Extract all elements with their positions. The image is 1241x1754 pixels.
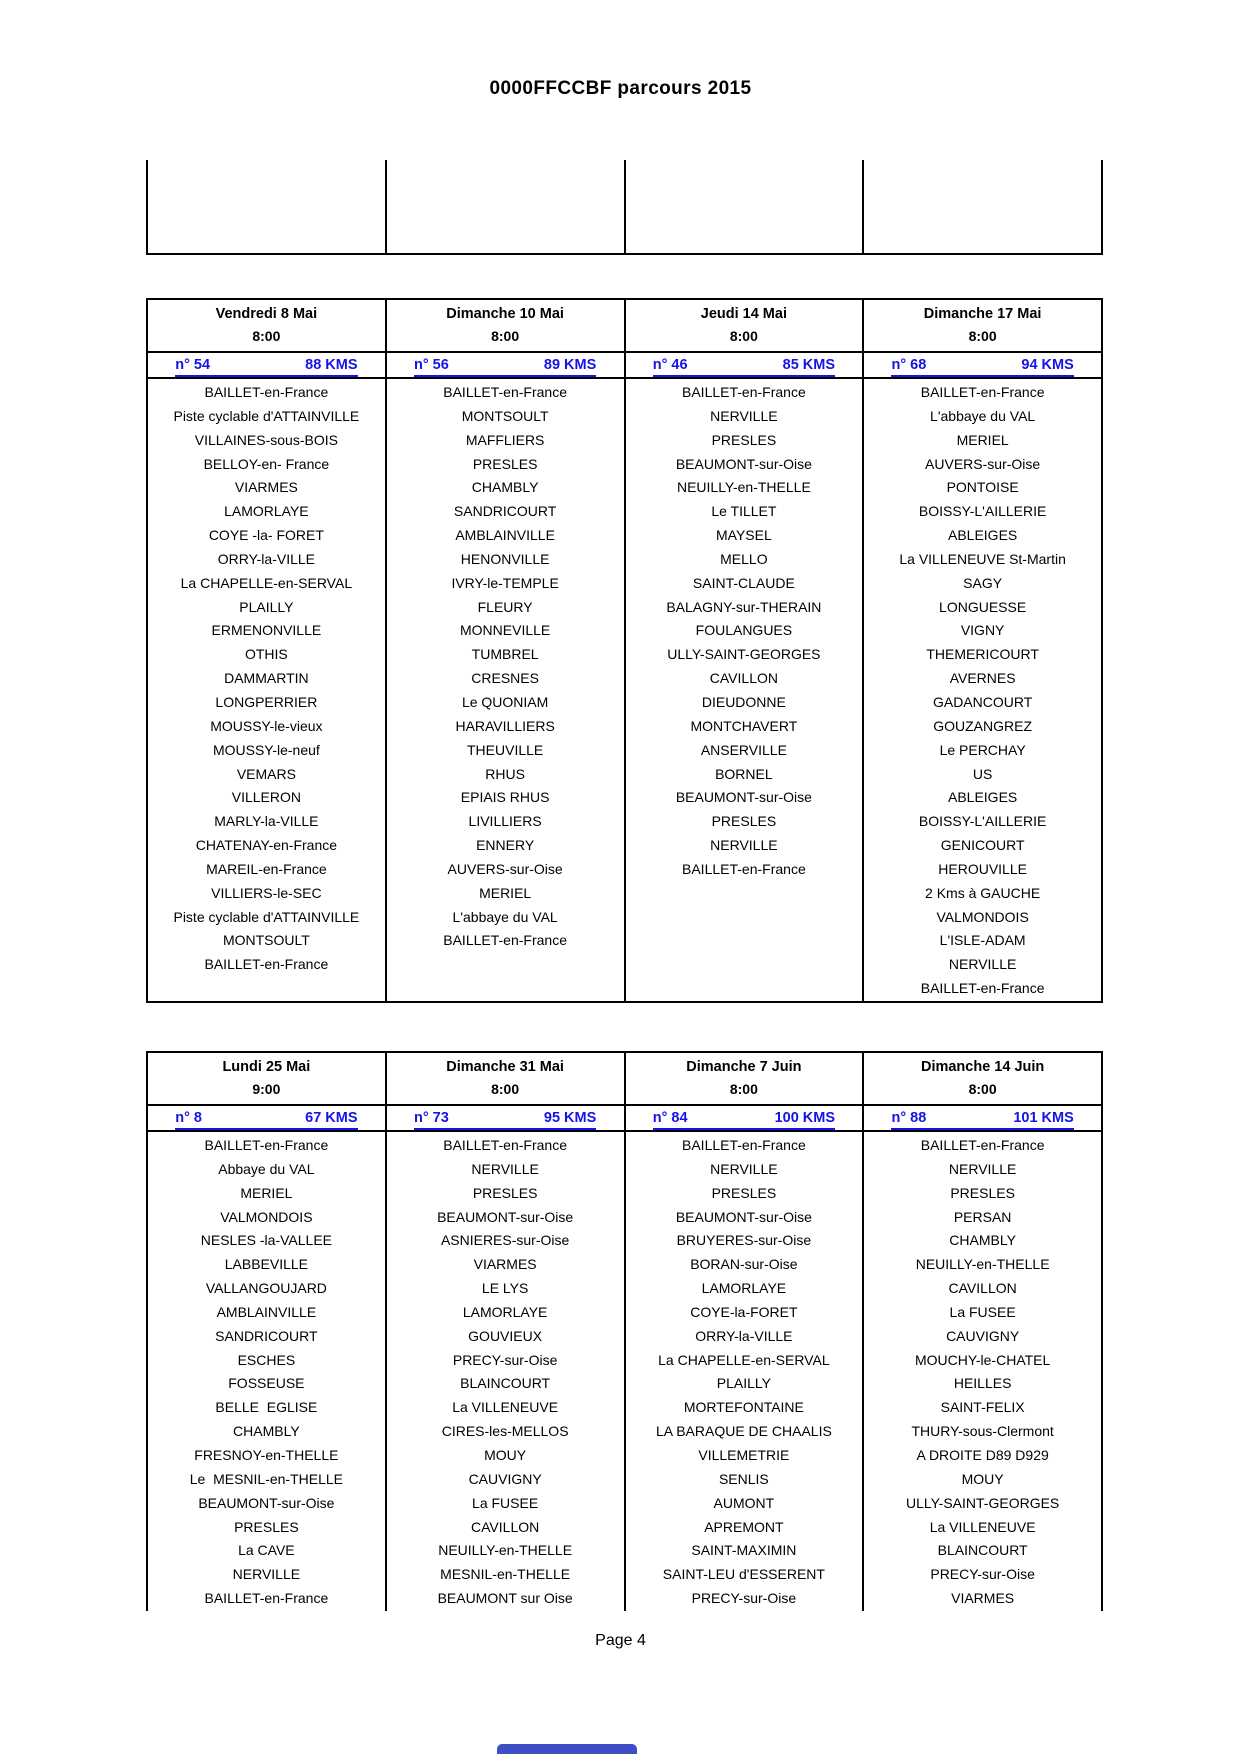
schedule-column — [624, 1053, 863, 1611]
stop-name: HENONVILLE — [460, 550, 550, 567]
stop-name: VILLIERS-le-SEC — [211, 884, 322, 901]
header-start-time: 8:00 — [491, 328, 520, 344]
stop-name: PRESLES — [711, 431, 777, 448]
stop-name: CHAMBLY — [471, 479, 539, 496]
stop-name: MOUY — [961, 1470, 1004, 1487]
route-row — [148, 1106, 385, 1132]
schedule-column — [148, 1053, 385, 1611]
stop-name: MONTSOULT — [222, 932, 310, 949]
stop-name: NERVILLE — [948, 956, 1017, 973]
stop-name: PONTOISE — [946, 479, 1019, 496]
schedule-column — [624, 300, 863, 1001]
route-distance[interactable]: 94 KMS — [1021, 357, 1074, 373]
stop-name: L'abbaye du VAL — [930, 407, 1036, 424]
stop-name: La VILLENEUVE St-Martin — [899, 550, 1066, 567]
stop-name: VALMONDOIS — [936, 908, 1029, 925]
route-row — [387, 1106, 624, 1132]
stop-name: NERVILLE — [710, 1160, 778, 1177]
stop-name: MESNIL-en-THELLE — [440, 1566, 571, 1583]
stop-name: ANSERVILLE — [700, 741, 787, 758]
stop-name: MONNEVILLE — [460, 622, 551, 639]
route-distance[interactable]: 89 KMS — [543, 357, 597, 373]
stop-name: BAILLET-en-France — [920, 1137, 1045, 1153]
route-distance[interactable]: 100 KMS — [774, 1110, 836, 1126]
stop-name: NESLES -la-VALLEE — [200, 1232, 332, 1249]
stop-name: BAILLET-en-France — [204, 1137, 329, 1153]
route-row — [148, 353, 385, 379]
stop-name: BAILLET-en-France — [443, 1137, 567, 1153]
continuation-table-cell — [864, 160, 1103, 253]
stop-name: NERVILLE — [710, 837, 778, 854]
stop-name: VEMARS — [236, 765, 296, 782]
stop-name: EPIAIS RHUS — [460, 789, 550, 806]
header-start-time: 8:00 — [491, 1081, 520, 1097]
stop-name: MOUCHY-le-CHATEL — [914, 1351, 1051, 1368]
stop-name: MERIEL — [956, 431, 1009, 448]
header-start-time: 8:00 — [729, 1081, 758, 1097]
stop-name: SAINT-CLAUDE — [692, 574, 795, 591]
header-date: Dimanche 31 Mai — [446, 1059, 564, 1075]
stop-name: Piste cyclable d'ATTAINVILLE — [173, 407, 360, 424]
stop-name: BORNEL — [715, 765, 773, 782]
stop-name: PRESLES — [711, 813, 777, 830]
column-header — [387, 1053, 624, 1106]
column-header — [626, 300, 863, 353]
stop-name: ORRY-la-VILLE — [695, 1327, 793, 1344]
stop-name: MELLO — [720, 550, 768, 567]
schedule-table-may — [146, 298, 1103, 1003]
stop-name: US — [972, 765, 993, 782]
stop-name: PRESLES — [711, 1184, 777, 1201]
continuation-table — [146, 160, 1103, 255]
stop-name: OTHIS — [244, 646, 288, 663]
stop-name: La CAVE — [238, 1542, 295, 1559]
stop-name: CHAMBLY — [233, 1423, 300, 1440]
stop-name: BOISSY-L'AILLERIE — [918, 813, 1047, 830]
column-header — [626, 1053, 863, 1106]
stop-name: Le PERCHAY — [939, 741, 1026, 758]
route-link[interactable] — [653, 1106, 835, 1130]
route-number[interactable]: n° 8 — [175, 1110, 202, 1126]
header-date: Lundi 25 Mai — [222, 1059, 311, 1075]
stop-name: BAILLET-en-France — [682, 1137, 806, 1153]
stop-name: PLAILLY — [239, 598, 294, 615]
stop-name: ASNIERES-sur-Oise — [440, 1232, 570, 1249]
stop-name: MONTCHAVERT — [690, 717, 798, 734]
stop-name: APREMONT — [704, 1518, 784, 1535]
stop-name: LE LYS — [481, 1280, 529, 1297]
route-number[interactable]: n° 73 — [413, 1110, 449, 1126]
stop-name: ENNERY — [476, 837, 535, 854]
stop-name: CAVILLON — [709, 670, 778, 687]
header-date: Jeudi 14 Mai — [700, 306, 787, 322]
route-link[interactable] — [891, 353, 1073, 377]
continuation-table-cell — [148, 160, 387, 253]
route-row — [626, 353, 863, 379]
stop-name: MORTEFONTAINE — [683, 1399, 804, 1416]
stop-name: CRESNES — [471, 670, 539, 687]
stop-name: PLAILLY — [716, 1375, 771, 1392]
column-header — [148, 300, 385, 353]
stop-name: DIEUDONNE — [701, 693, 786, 710]
stop-name: GOUVIEUX — [468, 1327, 543, 1344]
stop-name: Abbaye du VAL — [218, 1160, 315, 1177]
route-number[interactable]: n° 68 — [891, 357, 927, 373]
stop-name: BELLOY-en- France — [203, 455, 330, 472]
stop-name: SANDRICOURT — [215, 1327, 318, 1344]
stop-name: VILLERON — [231, 789, 301, 806]
stop-name: LONGPERRIER — [215, 693, 318, 710]
column-header — [387, 300, 624, 353]
header-date: Vendredi 8 Mai — [215, 306, 318, 322]
stops-cell — [387, 379, 624, 1001]
stop-name: CHAMBLY — [949, 1232, 1016, 1249]
stop-name: COYE -la- FORET — [208, 527, 324, 544]
stop-name: FOSSEUSE — [228, 1375, 305, 1392]
stop-name: BAILLET-en-France — [204, 956, 329, 973]
stop-name: VALMONDOIS — [220, 1208, 313, 1225]
header-start-time: 9:00 — [252, 1081, 281, 1097]
stops-cell — [387, 1132, 624, 1611]
header-start-time: 8:00 — [968, 1081, 997, 1097]
stop-name: MOUY — [484, 1446, 527, 1463]
stop-name: CAVILLON — [948, 1280, 1017, 1297]
stop-name: SAINT-FELIX — [940, 1399, 1025, 1416]
stop-name: VILLAINES-sous-BOIS — [194, 431, 338, 448]
continuation-table-cell — [387, 160, 626, 253]
stop-name: VIARMES — [951, 1590, 1015, 1607]
stop-name: SAINT-LEU d'ESSERENT — [662, 1566, 825, 1583]
column-header — [148, 1053, 385, 1106]
stop-name: THEMERICOURT — [926, 646, 1039, 663]
stop-name: MERIEL — [240, 1184, 293, 1201]
header-start-time: 8:00 — [729, 328, 758, 344]
stop-name: VIGNY — [960, 622, 1005, 639]
stop-name: SENLIS — [718, 1470, 769, 1487]
stop-name: MARLY-la-VILLE — [214, 813, 319, 830]
stops-cell — [864, 379, 1101, 1001]
stop-name: THEUVILLE — [467, 741, 544, 758]
stop-name: HEROUVILLE — [938, 860, 1027, 877]
page-title: 0000FFCCBF parcours 2015 — [489, 78, 752, 99]
stop-name: HARAVILLIERS — [455, 717, 555, 734]
stop-name: ULLY-SAINT-GEORGES — [667, 646, 821, 663]
stop-name: BEAUMONT sur Oise — [437, 1590, 573, 1607]
route-link[interactable] — [653, 353, 835, 377]
stop-name: THURY-sous-Clermont — [911, 1423, 1054, 1440]
schedule-column — [862, 1053, 1101, 1611]
stops-cell — [864, 1132, 1101, 1611]
stop-name: LA BARAQUE DE CHAALIS — [655, 1423, 832, 1440]
stop-name: BORAN-sur-Oise — [690, 1256, 798, 1273]
stop-name: PRECY-sur-Oise — [452, 1351, 558, 1368]
stop-name: CAVILLON — [471, 1518, 540, 1535]
stop-name: Le MESNIL-en-THELLE — [189, 1470, 344, 1487]
route-number[interactable]: n° 56 — [413, 357, 449, 373]
route-distance[interactable]: 95 KMS — [543, 1110, 597, 1126]
stop-name: GOUZANGREZ — [933, 717, 1033, 734]
stop-name: ERMENONVILLE — [211, 622, 322, 639]
stop-name: PRECY-sur-Oise — [930, 1566, 1035, 1583]
stop-name: AMBLAINVILLE — [216, 1303, 317, 1320]
stop-name: RHUS — [485, 765, 525, 782]
schedule-column — [385, 1053, 624, 1611]
stop-name: LABBEVILLE — [224, 1256, 309, 1273]
header-date: Dimanche 7 Juin — [686, 1059, 802, 1075]
stop-name: VIARMES — [473, 1256, 537, 1273]
stop-name: MAREIL-en-France — [206, 860, 327, 877]
stop-name: FRESNOY-en-THELLE — [194, 1446, 339, 1463]
stop-name: AUVERS-sur-Oise — [925, 455, 1041, 472]
stop-name: L'abbaye du VAL — [452, 908, 558, 925]
stop-name: PRESLES — [472, 455, 538, 472]
route-distance[interactable]: 67 KMS — [305, 1110, 358, 1126]
stop-name: VIARMES — [234, 479, 298, 496]
route-row — [387, 353, 624, 379]
schedule-column — [148, 300, 385, 1001]
stop-name: BAILLET-en-France — [920, 980, 1045, 997]
stop-name: CAUVIGNY — [946, 1327, 1020, 1344]
route-link[interactable] — [414, 1106, 596, 1130]
stop-name: BAILLET-en-France — [920, 384, 1045, 400]
stop-name: SAGY — [963, 574, 1003, 591]
bottom-blue-bar — [497, 1744, 637, 1754]
stop-name: MAYSEL — [715, 527, 772, 544]
stop-name: La VILLENEUVE — [929, 1518, 1036, 1535]
stop-name: LAMORLAYE — [224, 503, 309, 520]
stop-name: CHATENAY-en-France — [195, 837, 338, 854]
stop-name: BAILLET-en-France — [682, 860, 806, 877]
stop-name: 2 Kms à GAUCHE — [925, 884, 1041, 901]
column-header — [864, 300, 1101, 353]
stop-name: BRUYERES-sur-Oise — [676, 1232, 812, 1249]
stop-name: La CHAPELLE-en-SERVAL — [658, 1351, 830, 1368]
stops-cell — [148, 379, 385, 1001]
stop-name: BAILLET-en-France — [443, 384, 567, 400]
stop-name: HEILLES — [953, 1375, 1012, 1392]
stop-name: La CHAPELLE-en-SERVAL — [180, 574, 353, 591]
stops-cell — [626, 379, 863, 1001]
stop-name: MOUSSY-le-neuf — [212, 741, 320, 758]
stop-name: BAILLET-en-France — [204, 1590, 329, 1607]
stops-cell — [626, 1132, 863, 1611]
stop-name: NERVILLE — [471, 1160, 539, 1177]
stop-name: FOULANGUES — [695, 622, 793, 639]
stop-name: BLAINCOURT — [460, 1375, 551, 1392]
stop-name: PERSAN — [953, 1208, 1012, 1225]
stop-name: NERVILLE — [232, 1566, 301, 1583]
header-date: Dimanche 14 Juin — [920, 1059, 1045, 1075]
route-number[interactable]: n° 46 — [652, 357, 688, 373]
stop-name: BEAUMONT-sur-Oise — [675, 455, 812, 472]
stop-name: SANDRICOURT — [453, 503, 557, 520]
stop-name: IVRY-le-TEMPLE — [451, 574, 559, 591]
route-row — [864, 1106, 1101, 1132]
stop-name: AMBLAINVILLE — [455, 527, 555, 544]
stop-name: TUMBREL — [471, 646, 539, 663]
route-link[interactable] — [891, 1106, 1073, 1130]
stop-name: MERIEL — [479, 884, 532, 901]
stop-name: LAMORLAYE — [462, 1303, 548, 1320]
route-number[interactable]: n° 54 — [175, 357, 211, 373]
stop-name: CAUVIGNY — [468, 1470, 542, 1487]
stop-name: NEUILLY-en-THELLE — [438, 1542, 573, 1559]
stop-name: BLAINCOURT — [937, 1542, 1028, 1559]
stop-name: LAMORLAYE — [701, 1280, 787, 1297]
stop-name: BEAUMONT-sur-Oise — [437, 1208, 574, 1225]
stop-name: BEAUMONT-sur-Oise — [675, 1208, 812, 1225]
stop-name: FLEURY — [477, 598, 533, 615]
schedule-column — [385, 300, 624, 1001]
stop-name: AUVERS-sur-Oise — [447, 860, 563, 877]
route-row — [626, 1106, 863, 1132]
stop-name: COYE-la-FORET — [690, 1303, 798, 1320]
schedule-column — [862, 300, 1101, 1001]
route-distance[interactable]: 88 KMS — [305, 357, 358, 373]
header-start-time: 8:00 — [968, 328, 997, 344]
stop-name: MOUSSY-le-vieux — [210, 717, 323, 734]
stop-name: NEUILLY-en-THELLE — [676, 479, 811, 496]
route-row — [864, 353, 1101, 379]
stop-name: BAILLET-en-France — [443, 932, 567, 949]
stop-name: BOISSY-L'AILLERIE — [918, 503, 1047, 520]
stop-name: ABLEIGES — [947, 789, 1018, 806]
stops-cell — [148, 1132, 385, 1611]
header-date: Dimanche 17 Mai — [923, 306, 1042, 322]
header-date: Dimanche 10 Mai — [446, 306, 564, 322]
stop-name: LIVILLIERS — [468, 813, 542, 830]
route-link[interactable] — [175, 1106, 357, 1130]
stop-name: SAINT-MAXIMIN — [691, 1542, 797, 1559]
stop-name: VALLANGOUJARD — [205, 1280, 327, 1297]
stop-name: NEUILLY-en-THELLE — [915, 1256, 1050, 1273]
continuation-table-cell — [626, 160, 865, 253]
stop-name: La FUSEE — [472, 1494, 539, 1511]
stop-name: BAILLET-en-France — [682, 384, 806, 400]
stop-name: ULLY-SAINT-GEORGES — [905, 1494, 1060, 1511]
column-header — [864, 1053, 1101, 1106]
page-number: Page 4 — [595, 1632, 646, 1649]
stop-name: LONGUESSE — [939, 598, 1027, 615]
stop-name: Piste cyclable d'ATTAINVILLE — [173, 908, 360, 925]
stop-name: AVERNES — [949, 670, 1016, 687]
stop-name: MAFFLIERS — [465, 431, 545, 448]
stop-name: PRESLES — [234, 1518, 299, 1535]
schedule-table-may-june — [146, 1051, 1103, 1611]
route-distance[interactable]: 101 KMS — [1013, 1110, 1074, 1126]
stop-name: BEAUMONT-sur-Oise — [675, 789, 812, 806]
stop-name: BALAGNY-sur-THERAIN — [666, 598, 822, 615]
stop-name: ABLEIGES — [947, 527, 1018, 544]
stop-name: AUMONT — [713, 1494, 775, 1511]
stop-name: CIRES-les-MELLOS — [441, 1423, 569, 1440]
route-number[interactable]: n° 84 — [652, 1110, 688, 1126]
stop-name: NERVILLE — [710, 407, 778, 424]
stop-name: ORRY-la-VILLE — [217, 550, 316, 567]
stop-name: La FUSEE — [949, 1303, 1016, 1320]
stop-name: PRESLES — [950, 1184, 1015, 1201]
stop-name: L'ISLE-ADAM — [939, 932, 1026, 949]
stop-name: La VILLENEUVE — [452, 1399, 559, 1416]
route-link[interactable] — [175, 353, 357, 377]
route-distance[interactable]: 85 KMS — [782, 357, 836, 373]
stop-name: Le QUONIAM — [461, 693, 549, 710]
stop-name: GENICOURT — [940, 837, 1025, 854]
stop-name: ESCHES — [237, 1351, 296, 1368]
stop-name: DAMMARTIN — [224, 670, 309, 687]
stop-name: A DROITE D89 D929 — [916, 1446, 1049, 1463]
stop-name: MONTSOULT — [461, 407, 549, 424]
stop-name: PRECY-sur-Oise — [691, 1590, 797, 1607]
route-number[interactable]: n° 88 — [891, 1110, 927, 1126]
stop-name: PRESLES — [472, 1184, 538, 1201]
stop-name: GADANCOURT — [932, 693, 1033, 710]
stop-name: BEAUMONT-sur-Oise — [198, 1494, 335, 1511]
stop-name: BELLE EGLISE — [215, 1399, 318, 1416]
route-link[interactable] — [414, 353, 596, 377]
stop-name: Le TILLET — [711, 503, 777, 520]
stop-name: VILLEMETRIE — [698, 1446, 790, 1463]
header-start-time: 8:00 — [252, 328, 281, 344]
stop-name: NERVILLE — [948, 1160, 1017, 1177]
stop-name: BAILLET-en-France — [204, 384, 329, 400]
